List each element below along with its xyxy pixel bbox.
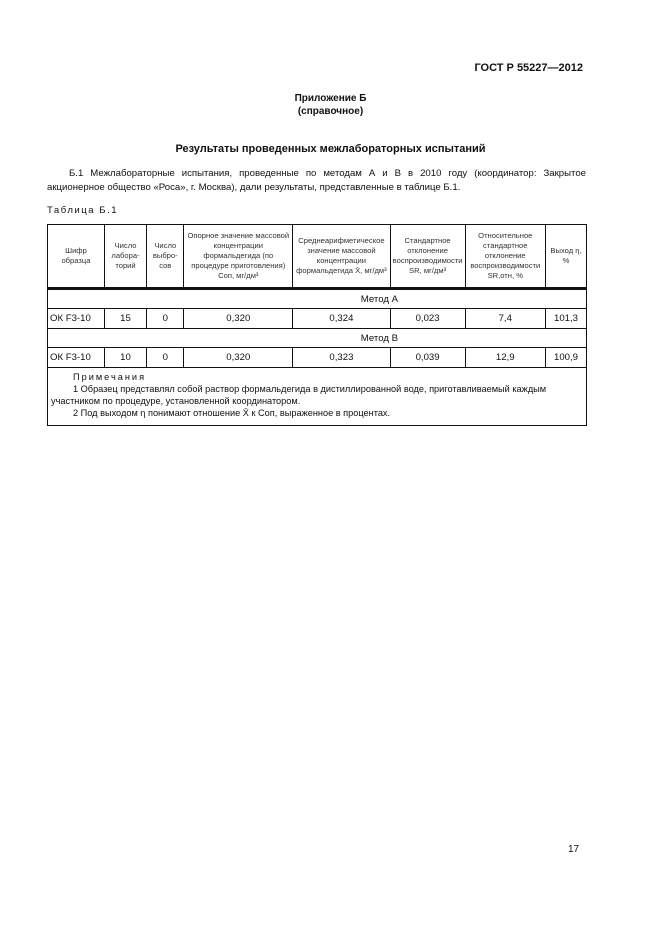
cell: 0 [147,309,184,329]
notes-title: Примечания [73,372,147,382]
cell: 0,039 [390,348,465,368]
cell: 0,320 [184,348,293,368]
intro-paragraph: Б.1 Межлабораторные испытания, проведенные по методам А и В в 2010 году (координатор: Закрытое акционерное общество «Роса», г. Москва), дали результаты, представленные в таблице Б.1. [47,168,586,193]
section-title: Результаты проведенных межлабораторных испытаний [175,143,486,155]
page-number: 17 [568,844,580,855]
results-table [47,224,587,426]
method-row: Метод В [48,329,587,348]
cell: ОК F3-10 [48,348,105,368]
note-1: 1 Образец представлял собой раствор формальдегида в дистиллированной воде, приготавливаемый каждым участником по процедуре, установленной координатором. [51,384,547,406]
col-header: Среднеарифметическое значение массовой концентрации формальдегида X̄, мг/дм³ [293,225,390,289]
method-row: Метод А [48,289,587,309]
cell: 0,023 [390,309,465,329]
col-header: Стандартное отклонение воспроизводимости SR, мг/дм³ [390,225,465,289]
appendix-title: Приложение Б [294,93,367,104]
cell: 0 [147,348,184,368]
appendix-heading [0,92,661,118]
table-caption: Таблица Б.1 [47,205,119,216]
col-header: Шифр образца [48,225,105,289]
cell: 0,323 [293,348,390,368]
appendix-subtitle: (справочное) [297,106,364,117]
col-header: Относительное стандартное отклонение воспроизводимости SR,отн, % [465,225,545,289]
cell: 0,320 [184,309,293,329]
cell: 10 [104,348,146,368]
table-row [48,348,587,368]
table-row [48,309,587,329]
col-header: Выход η, % [546,225,587,289]
col-header: Число выбро-сов [147,225,184,289]
cell: 7,4 [465,309,545,329]
cell: 100,9 [546,348,587,368]
standard-number: ГОСТ Р 55227—2012 [474,62,583,74]
note-2: 2 Под выходом η понимают отношение X̄ к Cоп, выраженное в процентах. [73,408,391,418]
cell: ОК F3-10 [48,309,105,329]
cell: 0,324 [293,309,390,329]
cell: 101,3 [546,309,587,329]
notes-cell [48,368,587,426]
col-header: Опорное значение массовой концентрации формальдегида (по процедуре приготовления) Cоп, мг/дм³ [184,225,293,289]
col-header: Число лабора-торий [104,225,146,289]
cell: 12,9 [465,348,545,368]
cell: 15 [104,309,146,329]
